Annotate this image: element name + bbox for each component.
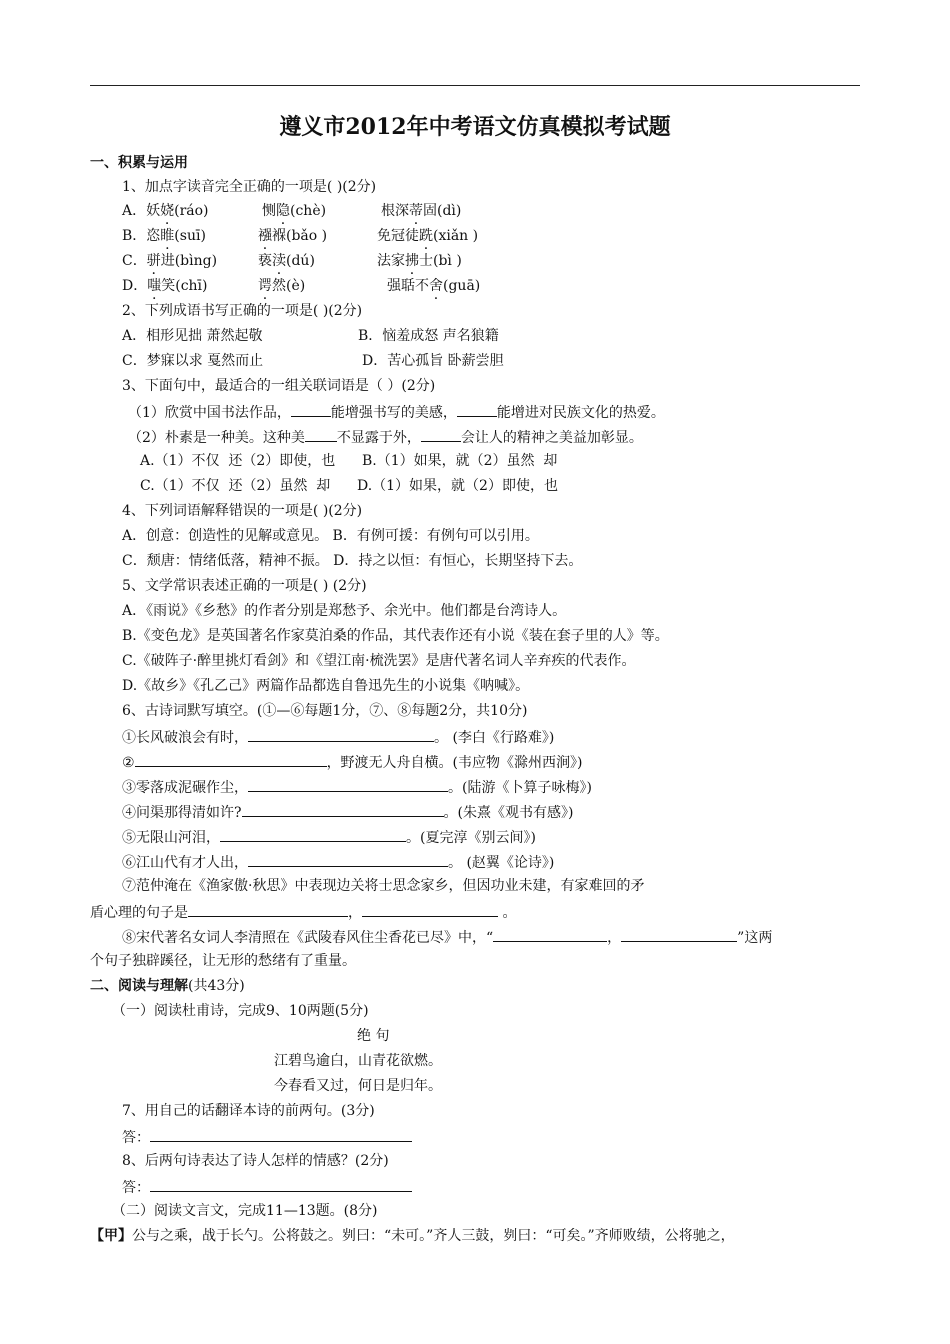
q5-option-b: B.《变色龙》是英国著名作家莫泊桑的作品，其代表作还有小说《装在套子里的人》等。 bbox=[122, 628, 669, 644]
question-3: 3、下面句中，最适合的一组关联词语是（ ）(2分) bbox=[122, 378, 436, 394]
q1-option-a2: 恻隐(chè) bbox=[262, 203, 327, 219]
q7-answer-line: 答： bbox=[122, 1126, 412, 1148]
q1-option-d: D．嗤笑(chī) bbox=[122, 278, 208, 294]
q2-option-a: A．相形见拙 萧然起敬 bbox=[122, 328, 263, 344]
q3-sentence-2: （2）朴素是一种美。这种美 不显露于外， 会让人的精神之美益加彰显。 bbox=[128, 426, 643, 448]
question-7: 7、用自己的话翻译本诗的前两句。(3分) bbox=[122, 1103, 375, 1119]
question-4: 4、下列词语解释错误的一项是( )(2分) bbox=[122, 503, 363, 519]
q4-options-ab: A．创意：创造性的见解或意见。 B．有例可援：有例句可以引用。 bbox=[122, 528, 539, 544]
q1-option-b: B．恣睢(suī) bbox=[122, 228, 206, 244]
q1-option-b3: 免冠徒跣(xiǎn ) bbox=[377, 228, 479, 244]
question-8: 8、后两句诗表达了诗人怎样的情感？(2分) bbox=[122, 1153, 389, 1169]
q5-option-c: C.《破阵子·醉里挑灯看剑》和《望江南·梳洗罢》是唐代著名词人辛弃疾的代表作。 bbox=[122, 653, 636, 669]
q1-option-b2: 襁褓(bǎo ) bbox=[258, 228, 328, 244]
q5-option-d: D.《故乡》《孔乙己》两篇作品都选自鲁迅先生的小说集《呐喊》。 bbox=[122, 678, 530, 694]
q4-options-cd: C．颓唐：情绪低落，精神不振。 D．持之以恒：有恒心，长期坚持下去。 bbox=[122, 553, 583, 569]
question-6: 6、古诗词默写填空。(①—⑥每题1分，⑦、⑧每题2分，共10分) bbox=[122, 703, 528, 719]
q2-option-d: D．苦心孤旨 卧薪尝胆 bbox=[362, 353, 504, 369]
q1-option-d2: 谔然(è) bbox=[258, 278, 306, 294]
q6-item-3: ③零落成泥碾作尘， 。(陆游《卜算子咏梅》) bbox=[122, 776, 592, 798]
q1-option-c: C．骈进(bìng) bbox=[122, 253, 218, 269]
q2-option-b: B．恼羞成怒 声名狼籍 bbox=[358, 328, 499, 344]
section-1-heading: 一、积累与运用 bbox=[90, 155, 188, 171]
q2-option-c: C．梦寐以求 戛然而止 bbox=[122, 353, 264, 369]
question-2: 2、下列成语书写正确的一项是( )(2分) bbox=[122, 303, 363, 319]
q1-option-d3: 强聒不舍(guā) bbox=[387, 278, 481, 294]
passage-jia: 【甲】公与之乘，战于长勺。公将鼓之。刿曰：“未可。”齐人三鼓，刿曰：“可矣。”齐师败绩，公将驰之， bbox=[90, 1228, 735, 1244]
part-2-heading: （二）阅读文言文，完成11—13题。(8分) bbox=[112, 1203, 378, 1219]
q3-options-cd: C.（1）不仅 还（2）虽然 却 D.（1）如果，就（2）即使，也 bbox=[140, 478, 558, 494]
question-5: 5、文学常识表述正确的一项是( ) (2分) bbox=[122, 578, 367, 594]
page-title: 遵义市2012年中考语文仿真模拟考试题 bbox=[279, 114, 671, 140]
poem-line-1: 江碧鸟逾白，山青花欲燃。 bbox=[274, 1053, 442, 1069]
q6-item-7: ⑦范仲淹在《渔家傲·秋思》中表现边关将士思念家乡，但因功业未建，有家难回的矛 bbox=[122, 878, 645, 894]
q8-answer-line: 答： bbox=[122, 1176, 412, 1198]
q6-item-4: ④问渠那得清如许? 。(朱熹《观书有感》) bbox=[122, 801, 573, 823]
q6-item-1: ①长风破浪会有时， 。 (李白《行路难》) bbox=[122, 726, 554, 748]
q1-option-a: A．妖娆(ráo) bbox=[122, 203, 209, 219]
q3-options-ab: A.（1）不仅 还（2）即使，也 B.（1）如果，就（2）虽然 却 bbox=[140, 453, 558, 469]
q6-item-5: ⑤无限山河泪， 。(夏完淳《别云间》) bbox=[122, 826, 536, 848]
q1-option-c2: 亵渎(dú) bbox=[258, 253, 315, 269]
q6-item-6: ⑥江山代有才人出， 。 (赵翼《论诗》) bbox=[122, 851, 554, 873]
q1-option-a3: 根深蒂固(dì) bbox=[381, 203, 462, 219]
q6-item-7-cont: 盾心理的句子是 ， 。 bbox=[90, 901, 516, 923]
part-1-heading: （一）阅读杜甫诗，完成9、10两题(5分) bbox=[112, 1003, 369, 1019]
q3-sentence-1: （1）欣赏中国书法作品， 能增强书写的美感， 能增进对民族文化的热爱。 bbox=[128, 401, 665, 423]
q1-option-c3: 法家拂士(bì ) bbox=[377, 253, 462, 269]
q6-item-8: ⑧宋代著名女词人李清照在《武陵春风住尘香花已尽》中，“ ， ”这两 bbox=[122, 926, 772, 948]
q6-item-2: ② ，野渡无人舟自横。(韦应物《滁州西涧》) bbox=[122, 751, 583, 773]
question-1: 1、加点字读音完全正确的一项是( )(2分) bbox=[122, 179, 377, 195]
section-2-heading: 二、阅读与理解(共43分) bbox=[90, 978, 245, 994]
poem-line-2: 今春看又过，何日是归年。 bbox=[274, 1078, 442, 1094]
poem-title: 绝 句 bbox=[357, 1028, 390, 1044]
top-rule bbox=[90, 85, 860, 86]
q5-option-a: A．《雨说》《乡愁》的作者分别是郑愁予、余光中。他们都是台湾诗人。 bbox=[122, 603, 567, 619]
q6-item-8-cont: 个句子独辟蹊径，让无形的愁绪有了重量。 bbox=[90, 953, 356, 969]
